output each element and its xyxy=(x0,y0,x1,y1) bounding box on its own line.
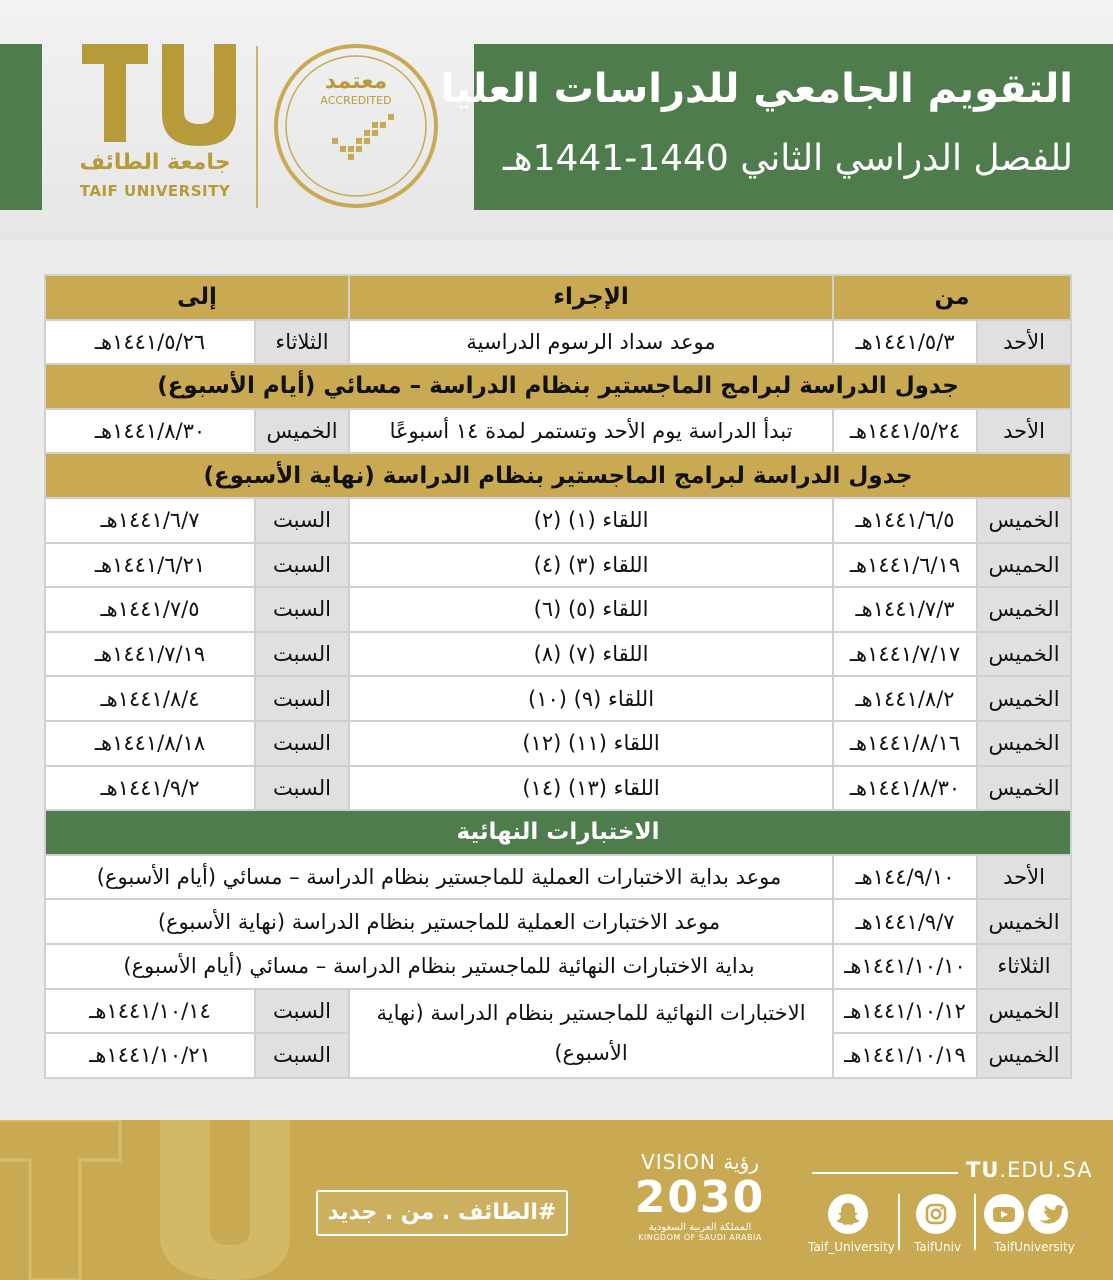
from-day: الخميس xyxy=(977,587,1071,632)
from-date: ١٤٤١/٦/١٩هـ xyxy=(833,543,977,588)
to-date: ١٤٤١/٦/٢١هـ xyxy=(45,543,255,588)
col-action-header: الإجراء xyxy=(349,275,833,320)
table-row xyxy=(45,721,1071,766)
action: اللقاء (٧) (٨) xyxy=(349,632,833,677)
table-row xyxy=(45,766,1071,811)
snapchat-handle: Taif_University xyxy=(808,1240,895,1254)
snapchat-icon[interactable] xyxy=(828,1194,868,1234)
youtube-icon[interactable] xyxy=(984,1194,1024,1234)
site-divider xyxy=(812,1172,958,1174)
section-weekdays-title: جدول الدراسة لبرامج الماجستير بنظام الدراسة – مسائي (أيام الأسبوع) xyxy=(45,364,1071,409)
accredited-seal-icon xyxy=(272,42,440,210)
from-date: ١٤٤١/٦/٥هـ xyxy=(833,498,977,543)
vision-top-text: VISION رؤية xyxy=(641,1150,759,1174)
social-instagram[interactable] xyxy=(912,1194,968,1254)
from-day: الأحد xyxy=(977,409,1071,454)
page-title: التقويم الجامعي للدراسات العليا xyxy=(440,66,1073,112)
to-date: ١٤٤١/٧/١٩هـ xyxy=(45,632,255,677)
from-date: ١٤٤١/٨/٢هـ xyxy=(833,676,977,721)
to-day: السبت xyxy=(255,721,349,766)
section-row xyxy=(45,364,1071,409)
to-date: ١٤٤١/١٠/١٤هـ xyxy=(45,989,255,1034)
from-day: الحميس xyxy=(977,543,1071,588)
to-day: السبت xyxy=(255,632,349,677)
to-day: الثلاثاء xyxy=(255,320,349,365)
from-day: الخميس xyxy=(977,899,1071,944)
to-date: ١٤٤١/٨/١٨هـ xyxy=(45,721,255,766)
to-day: السبت xyxy=(255,587,349,632)
to-day: السبت xyxy=(255,766,349,811)
logo-arabic-name: جامعة الطائف xyxy=(79,150,231,175)
section-exams-title: الاختبارات النهائية xyxy=(45,810,1071,855)
from-day: الخميس xyxy=(977,632,1071,677)
vision-2030-logo xyxy=(630,1150,770,1268)
action: موعد الاختبارات العملية للماجستير بنظام الدراسة (نهاية الأسبوع) xyxy=(45,899,833,944)
from-date: ١٤٤١/٥/٢٤هـ xyxy=(833,409,977,454)
social-divider xyxy=(974,1194,976,1250)
section-row xyxy=(45,453,1071,498)
twitter-youtube-handle: TaifUniversity xyxy=(994,1240,1075,1254)
to-day: الخميس xyxy=(255,409,349,454)
col-from-header: من xyxy=(833,275,1071,320)
from-date: ١٤٤١/١٠/١٢هـ xyxy=(833,989,977,1034)
from-date: ١٤٤١/٥/٣هـ xyxy=(833,320,977,365)
vision-arabic-text: المملكة العربية السعودية xyxy=(648,1222,752,1233)
from-day: الأحد xyxy=(977,855,1071,900)
twitter-icon[interactable] xyxy=(1028,1194,1068,1234)
action: اللقاء (١) (٢) xyxy=(349,498,833,543)
footer-tu-logo-icon xyxy=(0,1120,290,1280)
from-day: الثلاثاء xyxy=(977,944,1071,989)
to-date: ١٤٤١/٦/٧هـ xyxy=(45,498,255,543)
from-day: الخميس xyxy=(977,498,1071,543)
from-date: ١٤٤١/٧/٣هـ xyxy=(833,587,977,632)
vision-english-text: KINGDOM OF SAUDI ARABIA xyxy=(638,1233,762,1242)
from-date: ١٤٤/٩/١٠هـ xyxy=(833,855,977,900)
instagram-handle: TaifUniv xyxy=(914,1240,962,1254)
to-date: ١٤٤١/٨/٣٠هـ xyxy=(45,409,255,454)
action: اللقاء (٥) (٦) xyxy=(349,587,833,632)
from-day: الخميس xyxy=(977,989,1071,1034)
col-to-header: إلى xyxy=(45,275,349,320)
to-day: السبت xyxy=(255,543,349,588)
from-date: ١٤٤١/١٠/١٠هـ xyxy=(833,944,977,989)
action: تبدأ الدراسة يوم الأحد وتستمر لمدة ١٤ أسبوعًا xyxy=(349,409,833,454)
to-date: ١٤٤١/٥/٢٦هـ xyxy=(45,320,255,365)
instagram-icon[interactable] xyxy=(916,1194,956,1234)
from-day: الخميس xyxy=(977,1033,1071,1078)
action: موعد بداية الاختبارات العملية للماجستير بنظام الدراسة – مسائي (أيام الأسبوع) xyxy=(45,855,833,900)
table-row xyxy=(45,498,1071,543)
from-date: ١٤٤١/٩/٧هـ xyxy=(833,899,977,944)
to-day: السبت xyxy=(255,1033,349,1078)
table-row xyxy=(45,989,1071,1034)
from-date: ١٤٤١/٨/٣٠هـ xyxy=(833,766,977,811)
table-row xyxy=(45,320,1071,365)
tu-logo-icon xyxy=(78,38,238,148)
section-weekend-title: جدول الدراسة لبرامج الماجستير بنظام الدراسة (نهاية الأسبوع) xyxy=(45,453,1071,498)
to-date: ١٤٤١/٧/٥هـ xyxy=(45,587,255,632)
table-header-row xyxy=(45,275,1071,320)
table-row xyxy=(45,855,1071,900)
table-row xyxy=(45,543,1071,588)
page-subtitle: للفصل الدراسي الثاني 1440-1441هـ xyxy=(503,138,1073,179)
to-date: ١٤٤١/٨/٤هـ xyxy=(45,676,255,721)
to-day: السبت xyxy=(255,989,349,1034)
seal-english-text: ACCREDITED xyxy=(320,94,392,107)
to-date: ١٤٤١/٩/٢هـ xyxy=(45,766,255,811)
vision-year: 2030 xyxy=(634,1172,766,1223)
action: اللقاء (٣) (٤) xyxy=(349,543,833,588)
from-date: ١٤٤١/١٠/١٩هـ xyxy=(833,1033,977,1078)
action: الاختبارات النهائية للماجستير بنظام الدراسة (نهاية الأسبوع) xyxy=(349,989,833,1078)
action: اللقاء (١١) (١٢) xyxy=(349,721,833,766)
hashtag-label: #الطائف . من . جديد xyxy=(316,1190,568,1236)
from-date: ١٤٤١/٨/١٦هـ xyxy=(833,721,977,766)
table-row xyxy=(45,676,1071,721)
site-rest: .EDU.SA xyxy=(999,1158,1093,1182)
logo-divider xyxy=(256,46,258,208)
to-day: السبت xyxy=(255,498,349,543)
from-day: الخميس xyxy=(977,721,1071,766)
social-snapchat[interactable] xyxy=(806,1194,896,1254)
table-row xyxy=(45,944,1071,989)
table-row xyxy=(45,587,1071,632)
action: اللقاء (١٣) (١٤) xyxy=(349,766,833,811)
calendar-table xyxy=(44,274,1072,1079)
action: اللقاء (٩) (١٠) xyxy=(349,676,833,721)
table-row xyxy=(45,409,1071,454)
table-row xyxy=(45,632,1071,677)
footer-bar xyxy=(0,1120,1113,1280)
to-day: السبت xyxy=(255,676,349,721)
left-accent-bar xyxy=(0,44,42,210)
from-day: الخميس xyxy=(977,766,1071,811)
to-date: ١٤٤١/١٠/٢١هـ xyxy=(45,1033,255,1078)
from-day: الأحد xyxy=(977,320,1071,365)
site-bold: TU xyxy=(966,1158,1000,1182)
action: موعد سداد الرسوم الدراسية xyxy=(349,320,833,365)
seal-arabic-text: معتمد xyxy=(324,69,388,94)
from-date: ١٤٤١/٧/١٧هـ xyxy=(833,632,977,677)
title-banner xyxy=(440,44,1113,210)
action: بداية الاختبارات النهائية للماجستير بنظام الدراسة – مسائي (أيام الأسبوع) xyxy=(45,944,833,989)
website-link[interactable] xyxy=(966,1158,1093,1182)
logo-english-name: TAIF UNIVERSITY xyxy=(79,182,231,200)
social-twitter-youtube[interactable] xyxy=(984,1194,1074,1254)
from-day: الخميس xyxy=(977,676,1071,721)
section-row xyxy=(45,810,1071,855)
table-row xyxy=(45,899,1071,944)
social-divider xyxy=(898,1194,900,1250)
